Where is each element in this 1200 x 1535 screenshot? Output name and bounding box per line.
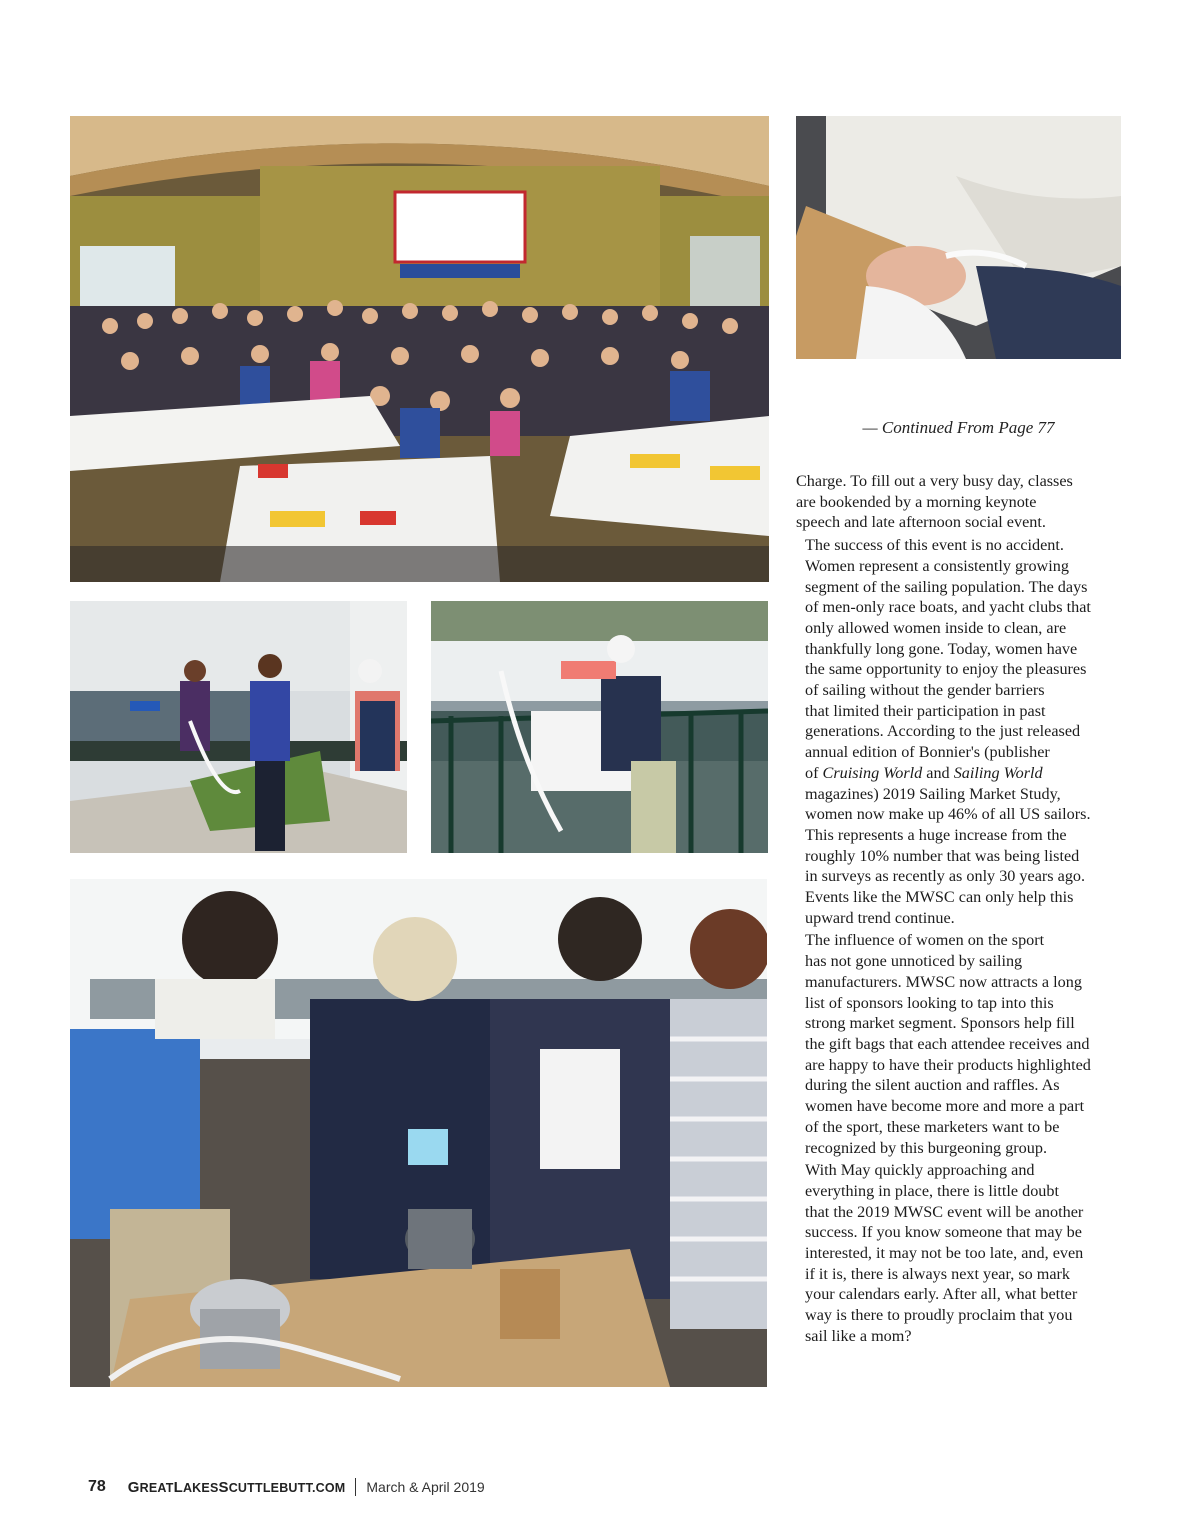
rope-demonstration-photo [431,601,768,853]
text-line: women now make up 46% of all US sailors. [805,805,1091,824]
banquet-group-photo [70,116,769,582]
text-line: segment of the sailing population. The days [805,577,1088,596]
text-line: recognized by this burgeoning group. [805,1138,1048,1157]
text-line: Charge. To fill out a very busy day, classes [796,472,1073,490]
text-line: your calendars early. After all, what better [805,1285,1078,1304]
site-part: REAT [139,1480,174,1495]
text-line: that limited their participation in past [805,701,1046,720]
site-part: CUTTLEBUTT.COM [228,1480,346,1495]
continued-from-page: — Continued From Page 77 [862,418,1055,437]
text-line: manufacturers. MWSC now attracts a long [805,972,1082,991]
text-line: list of sponsors looking to tap into this [805,993,1054,1012]
knot-tying-hands-photo [796,116,1121,359]
text-line: in surveys as recently as only 30 years ago. [805,867,1086,886]
text-line: upward trend continue. [805,908,955,927]
text-line: generations. According to the just released [805,722,1081,741]
footer-divider [355,1478,356,1496]
text-line: during the silent auction and raffles. As [805,1076,1060,1095]
text-line: The success of this event is no accident. [805,536,1064,555]
text-line: of the sport, these marketers want to be [805,1117,1060,1136]
article-paragraph [796,1160,1121,1346]
text-line: women have become more and more a part [805,1097,1085,1116]
issue-date: March & April 2019 [366,1479,485,1495]
text-line: only allowed women inside to clean, are [805,618,1067,637]
page-number: 78 [88,1478,106,1495]
text-line: of sailing without the gender barriers [805,681,1045,700]
text-line: thankfully long gone. Today, women have [805,639,1078,658]
text-line: of men-only race boats, and yacht clubs that [805,598,1091,617]
site-name [128,1479,346,1496]
text-line: if it is, there is always next year, so mark [805,1264,1071,1283]
text-line: of Cruising World and Sailing World [805,763,1043,782]
text-line: roughly 10% number that was being listed [805,846,1080,865]
site-initial: L [173,1478,183,1496]
text-line: annual edition of Bonnier's (publisher [805,743,1050,762]
article-paragraph [796,535,1121,928]
text-line: strong market segment. Sponsors help fill [805,1014,1075,1033]
text-line: everything in place, there is little doubt [805,1181,1059,1200]
text-line: Events like the MWSC can only help this [805,888,1074,907]
site-initial: S [218,1478,229,1496]
text-line: This represents a huge increase from the [805,825,1067,844]
text-line: way is there to proudly proclaim that you [805,1306,1073,1325]
page-footer [88,1475,485,1499]
rope-coiling-photo [70,601,407,853]
text-line: magazines) 2019 Sailing Market Study, [805,784,1061,803]
text-line: that the 2019 MWSC event will be another [805,1202,1084,1221]
site-part: AKES [182,1480,219,1495]
magazine-title: Sailing World [953,763,1043,782]
text-line: The influence of women on the sport [805,931,1045,950]
text-line: interested, it may not be too late, and, even [805,1244,1084,1263]
text-line: Women represent a consistently growing [805,556,1069,575]
text-line: are bookended by a morning keynote [796,492,1037,511]
text-line: success. If you know someone that may be [805,1223,1082,1242]
article-paragraph [796,930,1121,1158]
site-initial: G [127,1478,140,1496]
text-line: has not gone unnoticed by sailing [805,952,1023,971]
text-line: sail like a mom? [805,1326,912,1345]
winch-workshop-photo [70,879,767,1387]
text-line: the same opportunity to enjoy the pleasures [805,660,1087,679]
article-body [796,471,1121,1347]
text-line: speech and late afternoon social event. [796,513,1046,532]
text-line: With May quickly approaching and [805,1161,1035,1180]
magazine-title: Cruising World [822,763,923,782]
text-line: are happy to have their products highlighted [805,1055,1091,1074]
text-line: the gift bags that each attendee receives and [805,1034,1090,1053]
article-paragraph [796,471,1121,533]
